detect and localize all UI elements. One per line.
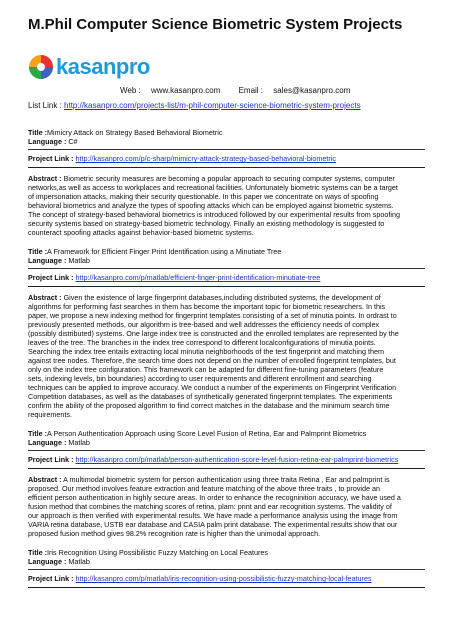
abstract-line bbox=[28, 329, 425, 338]
project-abstract bbox=[28, 475, 425, 538]
abstract-text: of impersonation attacks, making their security questionable. In this paper we concentrate on ways of spoofing bbox=[28, 192, 379, 201]
divider bbox=[28, 569, 425, 570]
abstract-line bbox=[28, 356, 425, 365]
abstract-text: previously presented methods, our algorithm is tree-based and well addresses the efficiency needs of complex bbox=[28, 320, 380, 329]
abstract-text: Given the existence of large fingerprint databases,including distributed systems, the development of bbox=[63, 293, 381, 302]
abstract-text: proposed fusion method gives 98.2% recognition rate is higher than the unimodal approach. bbox=[28, 529, 321, 538]
abstract-line bbox=[28, 511, 425, 520]
abstract-label: Abstract : bbox=[28, 174, 62, 183]
abstract-text: counteract spoofing attacks against behavior-based biometric systems. bbox=[28, 228, 254, 237]
divider bbox=[28, 450, 425, 451]
abstract-line bbox=[28, 475, 425, 484]
list-link-line bbox=[28, 101, 361, 110]
project-abstract bbox=[28, 174, 425, 237]
project-title-line bbox=[28, 429, 425, 438]
spacer bbox=[28, 538, 425, 548]
abstract-line bbox=[28, 192, 425, 201]
abstract-text: A multimodal biometric system for person authentication using three traita Retina , Ear and palmprint is bbox=[63, 475, 390, 484]
abstract-line bbox=[28, 219, 425, 228]
web-label: Web : bbox=[120, 86, 141, 95]
email-info bbox=[239, 86, 359, 95]
abstract-line bbox=[28, 365, 425, 374]
title-label: Title : bbox=[28, 128, 48, 137]
abstract-text: The concept of strategy-based behavioral biometrics is introduced followed by our experimental results from spoofing bbox=[28, 210, 400, 219]
project-title: A Person Authentication Approach using Score Level Fusion of Retina, Ear and Palmprint Biometrics bbox=[47, 429, 367, 438]
project-title-line bbox=[28, 247, 425, 256]
abstract-line bbox=[28, 338, 425, 347]
divider bbox=[28, 149, 425, 150]
divider bbox=[28, 268, 425, 269]
project-entry bbox=[28, 548, 425, 588]
logo-text: kasanpro bbox=[56, 54, 150, 79]
list-link-url[interactable]: http://kasanpro.com/projects-list/m-phil-computer-science-biometric-system-projects bbox=[64, 101, 361, 110]
abstract-line bbox=[28, 174, 425, 183]
abstract-text: security systems based on strategy-based biometric technology. Finally an existing methodology is suggested to bbox=[28, 219, 385, 228]
abstract-text: fusion method that combines the matching scores of retina, plam: print and ear recognition systems. The validity of bbox=[28, 502, 392, 511]
divider bbox=[28, 167, 425, 168]
project-meta bbox=[28, 548, 425, 566]
project-link-line bbox=[28, 574, 425, 583]
abstract-text: Biometric security measures are becoming a popular approach to securing computer systems, computer bbox=[63, 174, 395, 183]
project-link[interactable]: http://kasanpro.com/p/matlab/efficient-finger-print-identification-minutiate-tree bbox=[75, 273, 321, 282]
abstract-text: paper, we propose a new indexing method for fingerprint templates consisting of a set of minutia points. In ordrast to bbox=[28, 311, 397, 320]
project-language-line bbox=[28, 256, 425, 265]
project-entry bbox=[28, 429, 425, 548]
divider bbox=[28, 587, 425, 588]
language-label: Language : bbox=[28, 256, 67, 265]
spacer bbox=[28, 419, 425, 429]
project-language-line bbox=[28, 137, 425, 146]
abstract-text: only on the index tree configuration. This framework can be adapted for different fine-tuning parameters (feature bbox=[28, 365, 384, 374]
abstract-text: (possibly distributed) systems. One large index tree is constructed and the enrolled templates are represented by the bbox=[28, 329, 399, 338]
projects-list bbox=[28, 128, 425, 591]
list-link-label: List Link : bbox=[28, 101, 62, 110]
abstract-text: Competition databases, as well as the databases of synthetically generated fingerprint templates. The experiments bbox=[28, 392, 393, 401]
abstract-line bbox=[28, 228, 425, 237]
project-meta bbox=[28, 429, 425, 447]
project-title: Iris Recognition Using Possibilistic Fuzzy Matching on Local Features bbox=[47, 548, 268, 557]
abstract-line bbox=[28, 374, 425, 383]
project-link[interactable]: http://kasanpro.com/p/matlab/iris-recognition-using-possibilistic-fuzzy-matching-local-features bbox=[75, 574, 372, 583]
project-title: A Framework for Efficient Finger Print Identification using a Minutiate Tree bbox=[47, 247, 282, 256]
project-title: Mimicry Attack on Strategy Based Behavioral Biometric bbox=[47, 128, 223, 137]
abstract-line bbox=[28, 320, 425, 329]
language-label: Language : bbox=[28, 438, 67, 447]
project-meta bbox=[28, 128, 425, 146]
project-language: Matlab bbox=[68, 256, 90, 265]
page-title: M.Phil Computer Science Biometric System Projects bbox=[28, 16, 403, 33]
abstract-text: confirm the ability of the proposed algorithm to find correct matches in the database and the minimum search time bbox=[28, 401, 390, 410]
project-link-line bbox=[28, 154, 425, 163]
kasanpro-logo[interactable] bbox=[28, 54, 150, 80]
project-language-line bbox=[28, 438, 425, 447]
web-value: www.kasanpro.com bbox=[150, 86, 221, 95]
project-link-label: Project Link : bbox=[28, 273, 74, 282]
contact-line bbox=[120, 86, 366, 95]
abstract-line bbox=[28, 201, 425, 210]
abstract-line bbox=[28, 520, 425, 529]
project-link[interactable]: http://kasanpro.com/p/matlab/person-authentication-score-level-fusion-retina-ear-palmprint-biometrics bbox=[75, 455, 399, 464]
abstract-text: leaves of the tree. The branches in the index tree correspond to different localconfigurations of minutia points. bbox=[28, 338, 376, 347]
abstract-line bbox=[28, 401, 425, 410]
abstract-text: efficient person authentication in highly secure areas. In order to enhance the recogninition accuracy, we have used a bbox=[28, 493, 401, 502]
project-link-label: Project Link : bbox=[28, 455, 74, 464]
project-title-line bbox=[28, 128, 425, 137]
project-language: Matlab bbox=[68, 557, 90, 566]
project-entry bbox=[28, 128, 425, 247]
abstract-label: Abstract : bbox=[28, 293, 62, 302]
abstract-text: techniques can be applied to improve accuracy. We conduct a number of the experiments on Fingerprint Verification bbox=[28, 383, 397, 392]
divider bbox=[28, 286, 425, 287]
title-label: Title : bbox=[28, 247, 48, 256]
project-language: Matlab bbox=[68, 438, 90, 447]
globe-swirl-icon bbox=[28, 54, 54, 80]
project-language-line bbox=[28, 557, 425, 566]
abstract-text: requirements. bbox=[28, 410, 72, 419]
abstract-line bbox=[28, 347, 425, 356]
abstract-text: VARIA retina database, USTB ear database and CASIA palm print database. The experimental results show that our bbox=[28, 520, 398, 529]
divider bbox=[28, 468, 425, 469]
project-meta bbox=[28, 247, 425, 265]
abstract-line bbox=[28, 293, 425, 302]
project-title-line bbox=[28, 548, 425, 557]
web-info bbox=[120, 86, 228, 95]
project-link[interactable]: http://kasanpro.com/p/c-sharp/mimicry-attack-strategy-based-behavioral-biometric bbox=[75, 154, 336, 163]
spacer bbox=[28, 237, 425, 247]
email-label: Email : bbox=[238, 86, 264, 95]
project-link-label: Project Link : bbox=[28, 154, 74, 163]
language-label: Language : bbox=[28, 557, 67, 566]
abstract-line bbox=[28, 410, 425, 419]
project-link-label: Project Link : bbox=[28, 574, 74, 583]
language-label: Language : bbox=[28, 137, 67, 146]
title-label: Title : bbox=[28, 548, 48, 557]
project-entry bbox=[28, 247, 425, 429]
project-link-line bbox=[28, 455, 425, 464]
abstract-line bbox=[28, 183, 425, 192]
abstract-label: Abstract : bbox=[28, 475, 62, 484]
abstract-text: behavioral biometrics and analyze the types of spoofing attacks which can be employed against biometric systems. bbox=[28, 201, 394, 210]
abstract-text: our approach is then verified with experimental results. We have made a performance analysis using the image from bbox=[28, 511, 398, 520]
abstract-line bbox=[28, 210, 425, 219]
title-label: Title : bbox=[28, 429, 48, 438]
email-value: sales@kasanpro.com bbox=[273, 86, 351, 95]
abstract-line bbox=[28, 502, 425, 511]
abstract-text: Searching the index tree entails extracting local minutia neighborhoods of the test fingerprint and matching them bbox=[28, 347, 384, 356]
abstract-line bbox=[28, 311, 425, 320]
abstract-line bbox=[28, 484, 425, 493]
abstract-line bbox=[28, 493, 425, 502]
project-link-line bbox=[28, 273, 425, 282]
abstract-text: against tree nodes. Therefore, the search time does not depend on the number of enrolled fingerprint templates, but bbox=[28, 356, 396, 365]
abstract-line bbox=[28, 302, 425, 311]
abstract-line bbox=[28, 529, 425, 538]
abstract-text: sets, indexing levels, bin boundaries) according to user requirements and different enrollment and searching bbox=[28, 374, 372, 383]
project-language: C# bbox=[68, 137, 78, 146]
abstract-text: proposed. Our method involves feature extraction and feature matching of the above three traits , to provide an bbox=[28, 484, 380, 493]
abstract-text: networks,as well as access to workplaces and recreational facilities. Unfortunately biometric systems can be a target bbox=[28, 183, 398, 192]
abstract-line bbox=[28, 383, 425, 392]
abstract-text: algorithms for performing fast searches in them has become the important topic for biometric researchers. In this bbox=[28, 302, 386, 311]
abstract-line bbox=[28, 392, 425, 401]
project-abstract bbox=[28, 293, 425, 419]
